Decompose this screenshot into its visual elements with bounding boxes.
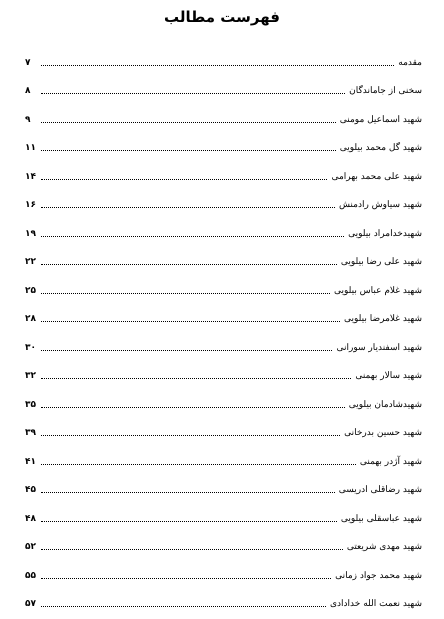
toc-entry-page: ۳۲ [25,371,36,381]
toc-leader-dots [41,605,326,607]
toc-entry-title: شهید اسفندیار سورانی [336,342,422,353]
toc-leader-dots [41,178,327,180]
toc-entry-page: ۴۵ [25,485,36,495]
toc-entry [25,411,422,440]
toc-entry-title: شهید غلام عباس بیلویی [333,285,422,296]
toc-entry [25,297,422,326]
toc-entry-title: شهید آژدر بهمنی [359,456,422,467]
toc-entry-title: شهیدخدامراد بیلویی [348,228,422,239]
toc-leader-dots [41,320,340,322]
toc-leader-dots [41,235,344,237]
toc-entry [25,496,422,525]
toc-entry-page: ۲۲ [25,257,36,267]
toc-entry [25,525,422,554]
toc-entry-title: مقدمه [398,57,422,68]
toc-entry [25,97,422,126]
toc-entry-title: شهید علی محمد بهرامی [331,171,422,182]
toc-entry-title: شهید محمد جواد زمانی [335,570,422,581]
toc-entry [25,240,422,269]
toc-entry-title: شهید حسین بدرخانی [344,428,422,438]
toc-entry [25,354,422,383]
toc-entry [25,154,422,183]
toc-leader-dots [41,406,345,408]
toc-entry [25,553,422,582]
toc-entry [25,468,422,497]
toc-entry-page: ۳۹ [25,428,36,438]
toc-leader-dots [41,64,394,66]
toc-entry-title: شهید غلامرضا بیلویی [344,314,422,324]
toc-leader-dots [41,121,336,123]
toc-entry-page: ۴۸ [25,513,36,524]
toc-entry [25,211,422,240]
toc-entry-title: شهیدشادمان بیلویی [348,399,422,410]
toc-entry-page: ۲۵ [25,285,36,296]
toc-entry-page: ۷ [25,57,31,68]
toc-entry-page: ۱۱ [25,143,36,153]
toc-entry-page: ۱۹ [25,228,36,239]
toc-leader-dots [41,292,330,294]
toc-entry-title: شهید سیاوش رادمنش [338,200,422,210]
toc-entry-page: ۵۷ [25,599,36,609]
toc-entry-page: ۵۲ [25,542,36,552]
toc-leader-dots [41,577,331,579]
toc-entry [25,268,422,297]
toc-entry-title: سخنی از جاماندگان [349,86,422,96]
toc-leader-dots [41,206,335,208]
toc-entry-title: شهید اسماعیل مومنی [339,114,422,125]
toc-entry-page: ۱۴ [25,171,36,182]
toc-entry-title: شهید عباسقلی بیلویی [340,513,422,524]
toc-leader-dots [41,520,337,522]
toc-leader-dots [41,377,351,379]
toc-entry [25,40,422,69]
toc-entry-page: ۳۵ [25,399,36,410]
toc-entry-page: ۴۱ [25,456,36,467]
toc-entry-page: ۱۶ [25,200,36,210]
toc-leader-dots [41,149,336,151]
page-title: فهرست مطالب [164,8,280,26]
toc-entry-page: ۲۸ [25,314,36,324]
toc-entry [25,126,422,155]
toc-leader-dots [41,92,345,94]
toc-entry-title: شهید رضاقلی ادریسی [338,485,422,495]
toc-entry-title: شهید سالار بهمنی [355,371,422,381]
toc-leader-dots [41,463,356,465]
toc-entry [25,382,422,411]
table-of-contents [25,40,422,610]
toc-entry [25,325,422,354]
toc-leader-dots [41,491,335,493]
toc-entry-title: شهید مهدی شریعتی [346,542,422,552]
toc-entry [25,183,422,212]
toc-entry [25,69,422,98]
toc-entry [25,582,422,611]
toc-leader-dots [41,349,332,351]
toc-entry-page: ۸ [25,86,31,96]
toc-leader-dots [41,548,343,550]
toc-entry-title: شهید گل محمد بیلویی [339,143,422,153]
toc-entry [25,439,422,468]
toc-entry-page: ۵۵ [25,570,36,581]
toc-entry-page: ۹ [25,114,31,125]
toc-entry-title: شهید نعمت الله خدادادی [330,599,422,609]
toc-entry-page: ۳۰ [25,342,36,353]
toc-entry-title: شهید علی رضا بیلویی [340,257,422,267]
toc-leader-dots [41,434,340,436]
toc-leader-dots [41,263,337,265]
